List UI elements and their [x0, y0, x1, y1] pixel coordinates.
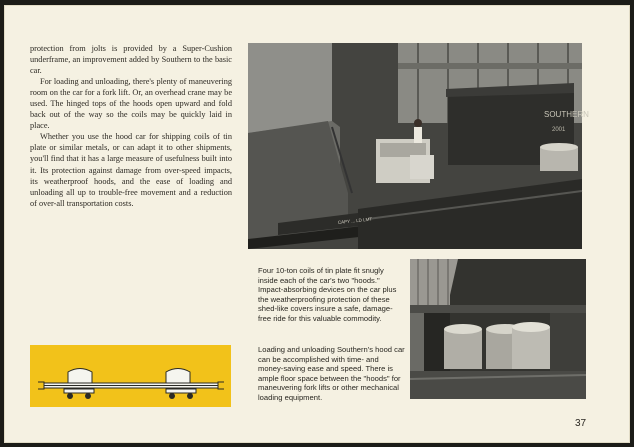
- coils-in-hood-photo: [410, 259, 586, 399]
- car-stencil-text: CAPY ... LD LMT: [337, 216, 373, 225]
- car-number-lettering: 2001: [552, 127, 566, 133]
- page-number: 37: [575, 418, 587, 429]
- car-side-lettering: SOUTHERN: [544, 110, 589, 119]
- body-paragraph: For loading and unloading, there's plenty of maneuvering room on the car for a fork lift. Or, an overhead crane may be used. The hinged tops of the hoods open upward and fold back out of the way so the coils may be quickly laid in place.: [30, 77, 232, 131]
- coils-caption: Four 10-ton coils of tin plate fit snugly inside each of the car's two "hoods." Impact-absorbing devices on the car plus the weatherproofing protection of these shed-like covers insure a safe, damage-free ride for this valuable commodity.: [258, 266, 397, 323]
- hood-car-photo: [248, 43, 589, 249]
- body-paragraph: protection from jolts is provided by a Super-Cushion underframe, an improvement added by Southern to the basic car.: [30, 44, 232, 76]
- hood-car-diagram: [30, 345, 231, 407]
- loading-caption: Loading and unloading Southern's hood car can be accomplished with time- and money-saving ease and speed. There is ample floor space between the "hoods" for maneuvering fork lifts or other mechanical loading equipment.: [258, 345, 405, 402]
- body-text-column: [30, 43, 232, 209]
- body-paragraph: Whether you use the hood car for shipping coils of tin plate or similar metals, or can adapt it to other shipments, you'll find that it has a large measure of usefulness built into it. Its protection against damage from over-speed impacts, its weatherproof hoods, and the ease of loading and unloading all up to trouble-free movement and a reduction of over-all transportation costs.: [30, 132, 232, 208]
- brochure-page: [4, 5, 630, 443]
